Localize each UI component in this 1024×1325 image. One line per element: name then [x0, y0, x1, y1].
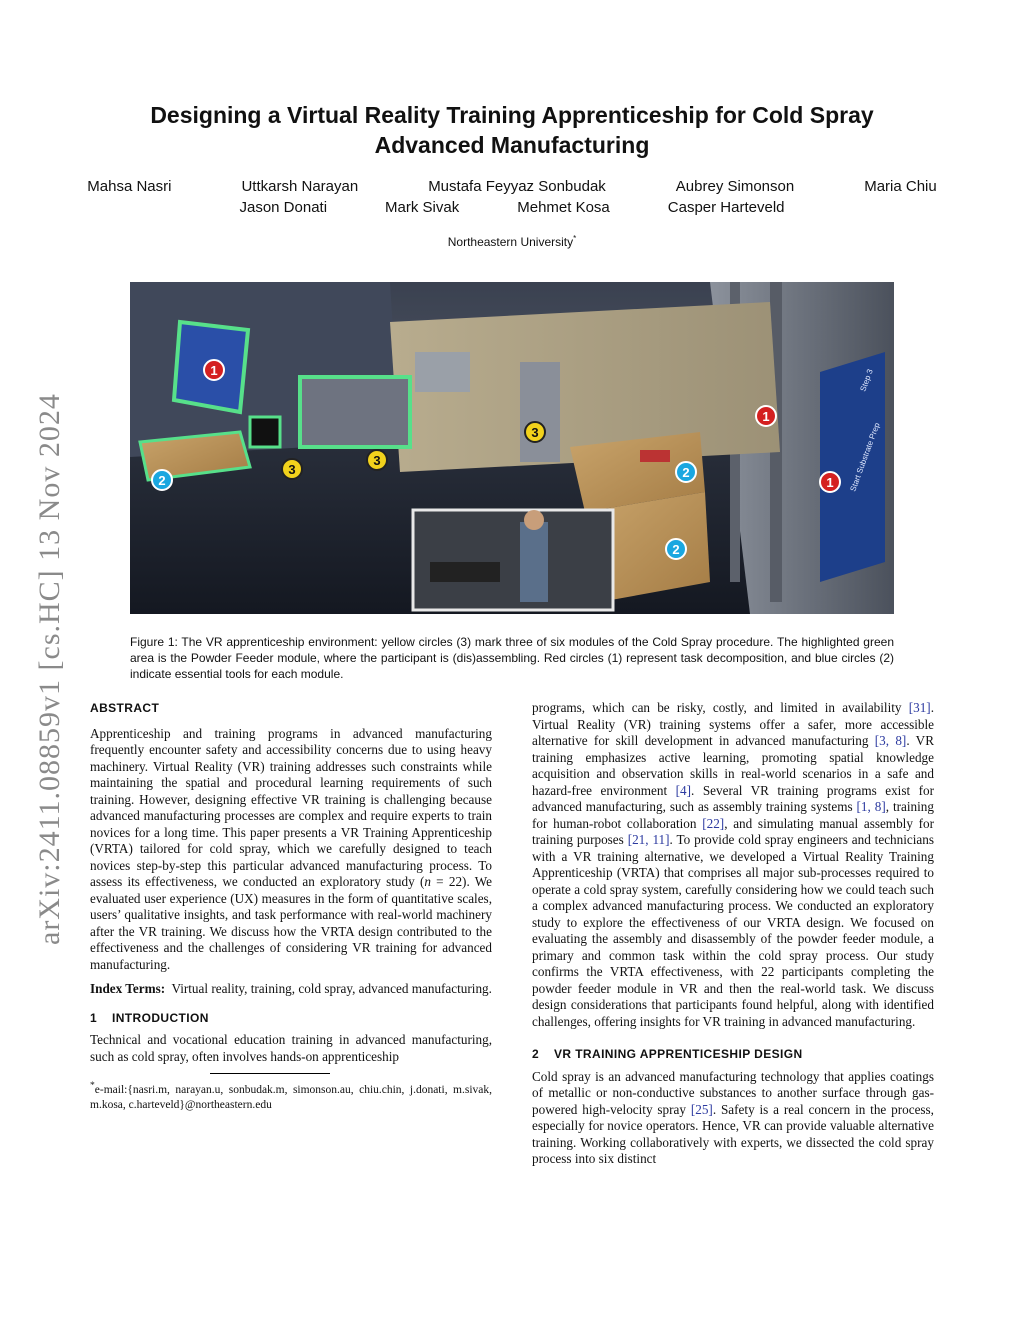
section-title: INTRODUCTION	[112, 1010, 209, 1025]
index-terms-text: Virtual reality, training, cold spray, advanced manufacturing.	[171, 981, 492, 996]
author-name: Uttkarsh Narayan	[241, 178, 359, 195]
body-text: . To provide cold spray engineers and technicians with a VR training alternative, we developed a Virtual Reality Training Apprenticeship (VRTA) that comprises all major sub-processes required to operate a cold spray system, carefully considering how we could teach such a complex advanced manufacturing process. We conducted an exploratory study to explore the effectiveness of our VRTA design. We focused on evaluating the assembly and disassembly of the powder feeder module, a primary and common task within the cold spray process. Our study confirms the VRTA effectiveness, with 22 participants completing the powder feeder module in VR and then the real-world task. We discuss design considerations that participants found helpful, along with identified challenges, offering insights for VR training in advanced manufacturing.	[532, 832, 934, 1029]
footnote-divider	[210, 1073, 330, 1074]
title-line-1: Designing a Virtual Reality Training Apprenticeship for Cold Spray	[150, 102, 874, 128]
footnote-mark: *	[90, 1080, 95, 1091]
citation-link[interactable]: [1, 8]	[856, 799, 886, 814]
figure-panel-label: Step 3	[858, 367, 875, 393]
introduction-text: Technical and vocational education training in advanced manufacturing, such as cold spray, often involves hands-on apprenticeship	[90, 1032, 492, 1064]
section-number: 2	[532, 1047, 540, 1061]
marker-label: 3	[531, 425, 539, 440]
n-symbol: n	[424, 874, 431, 889]
author-name: Jason Donati	[239, 199, 328, 216]
body-text: , training for human-robot collaboration	[532, 799, 934, 831]
affiliation	[90, 234, 934, 249]
citation-link[interactable]: [4]	[675, 782, 692, 798]
introduction-continued	[532, 700, 934, 1030]
author-name: Mustafa Feyyaz Sonbudak	[428, 178, 606, 195]
paper-title	[90, 100, 934, 160]
author-list	[87, 176, 937, 218]
marker-label: 1	[762, 409, 770, 424]
citation-link[interactable]: [22]	[702, 815, 725, 831]
section-number: 1	[90, 1010, 98, 1025]
index-terms-label: Index Terms:	[90, 981, 166, 996]
abstract-heading: ABSTRACT	[90, 701, 160, 715]
author-name: Mehmet Kosa	[517, 199, 610, 216]
author-name: Maria Chiu	[864, 178, 937, 195]
marker-label: 2	[672, 542, 680, 557]
figure-panel-label: Start Substrate Prep	[848, 421, 882, 493]
marker-label: 3	[288, 462, 296, 477]
title-line-2: Advanced Manufacturing	[374, 132, 650, 158]
section-2-text	[532, 1069, 934, 1168]
citation-link[interactable]: [25]	[690, 1101, 713, 1117]
footnote	[90, 1078, 492, 1113]
index-terms	[90, 981, 492, 998]
body-text: . Several VR training programs exist for advanced manufacturing, such as assembly training systems	[532, 782, 934, 814]
body-text: . VR training emphasizes active learning, promoting spatial knowledge acquisition and observation skills in real-world scenarios in a safe and hazard-free environment	[532, 733, 934, 798]
author-name: Casper Harteveld	[667, 199, 785, 216]
body-text: , and simulating manual assembly for training purposes	[532, 815, 935, 847]
section-1-heading	[90, 1010, 492, 1027]
citation-link[interactable]: [31]	[908, 700, 931, 715]
abstract-text-part: Apprenticeship and training programs in advanced manufacturing frequently encounter safety and accessibility concerns due to using heavy machinery. Virtual Reality (VR) training addresses such constraints while maintaining the spatial and procedural learning requirements of such training. However, designing effective VR training is challenging because advanced manufacturing processes are complex and require experts to train novices for a long time. This paper presents a VR Training Apprenticeship (VRTA) tailored for cold spray, which we carefully designed to teach novices step-by-step this particular advanced manufacturing process. To assess its effectiveness, we conducted an exploratory study (	[90, 725, 492, 889]
body-text: . Safety is a real concern in the process, especially for novice operators. Hence, VR can provide valuable alternative training. Working collaboratively with experts, we dissected the cold spray process into six distinct	[532, 1101, 934, 1166]
body-text: . Virtual Reality (VR) training systems offer a safer, more accessible alternative for skill development in advanced manufacturing	[532, 700, 934, 748]
arxiv-margin-identifier: arXiv:2411.08859v1 [cs.HC] 13 Nov 2024	[33, 393, 66, 945]
author-name: Mark Sivak	[385, 199, 460, 216]
marker-label: 3	[373, 453, 381, 468]
footnote-text: e-mail:{nasri.m, narayan.u, sonbudak.m, simonson.au, chiu.chin, j.donati, m.sivak, m.kosa, c.harteveld}@northeastern.edu	[90, 1083, 492, 1111]
left-column	[90, 700, 492, 1113]
citation-link[interactable]: [21, 11]	[627, 832, 670, 847]
affiliation-footnote-mark: *	[573, 234, 577, 243]
affiliation-name: Northeastern University	[447, 235, 574, 249]
section-2-heading	[532, 1046, 934, 1063]
marker-label: 1	[826, 475, 834, 490]
abstract-text	[90, 726, 492, 974]
marker-label: 1	[210, 363, 218, 378]
body-text: programs, which can be risky, costly, and limited in availability	[532, 700, 909, 715]
marker-label: 2	[158, 473, 166, 488]
abstract-text-part: = 22). We evaluated user experience (UX) measures in the form of quantitative scales, users’ qualitative insights, and task performance with real-world machinery after the VR training. We discuss how the VRTA design contributed to the effectiveness and the challenges of considering VR training for advanced manufacturing.	[90, 874, 492, 972]
marker-label: 2	[682, 465, 690, 480]
figure-vr-environment	[130, 282, 894, 614]
author-name: Aubrey Simonson	[675, 178, 795, 195]
author-name: Mahsa Nasri	[87, 178, 172, 195]
figure-caption: Figure 1: The VR apprenticeship environment: yellow circles (3) mark three of six modules of the Cold Spray procedure. The highlighted green area is the Powder Feeder module, where the participant is (dis)assembling. Red circles (1) represent task decomposition, and blue circles (2) indicate essential tools for each module.	[130, 635, 894, 681]
citation-link[interactable]: [3, 8]	[874, 733, 907, 748]
section-title: VR TRAINING APPRENTICESHIP DESIGN	[554, 1047, 803, 1061]
right-column	[532, 700, 934, 1168]
body-text: Cold spray is an advanced manufacturing technology that applies coatings of metallic or non-conductive substances to another surface through gas-powered high-velocity spray	[532, 1068, 934, 1117]
